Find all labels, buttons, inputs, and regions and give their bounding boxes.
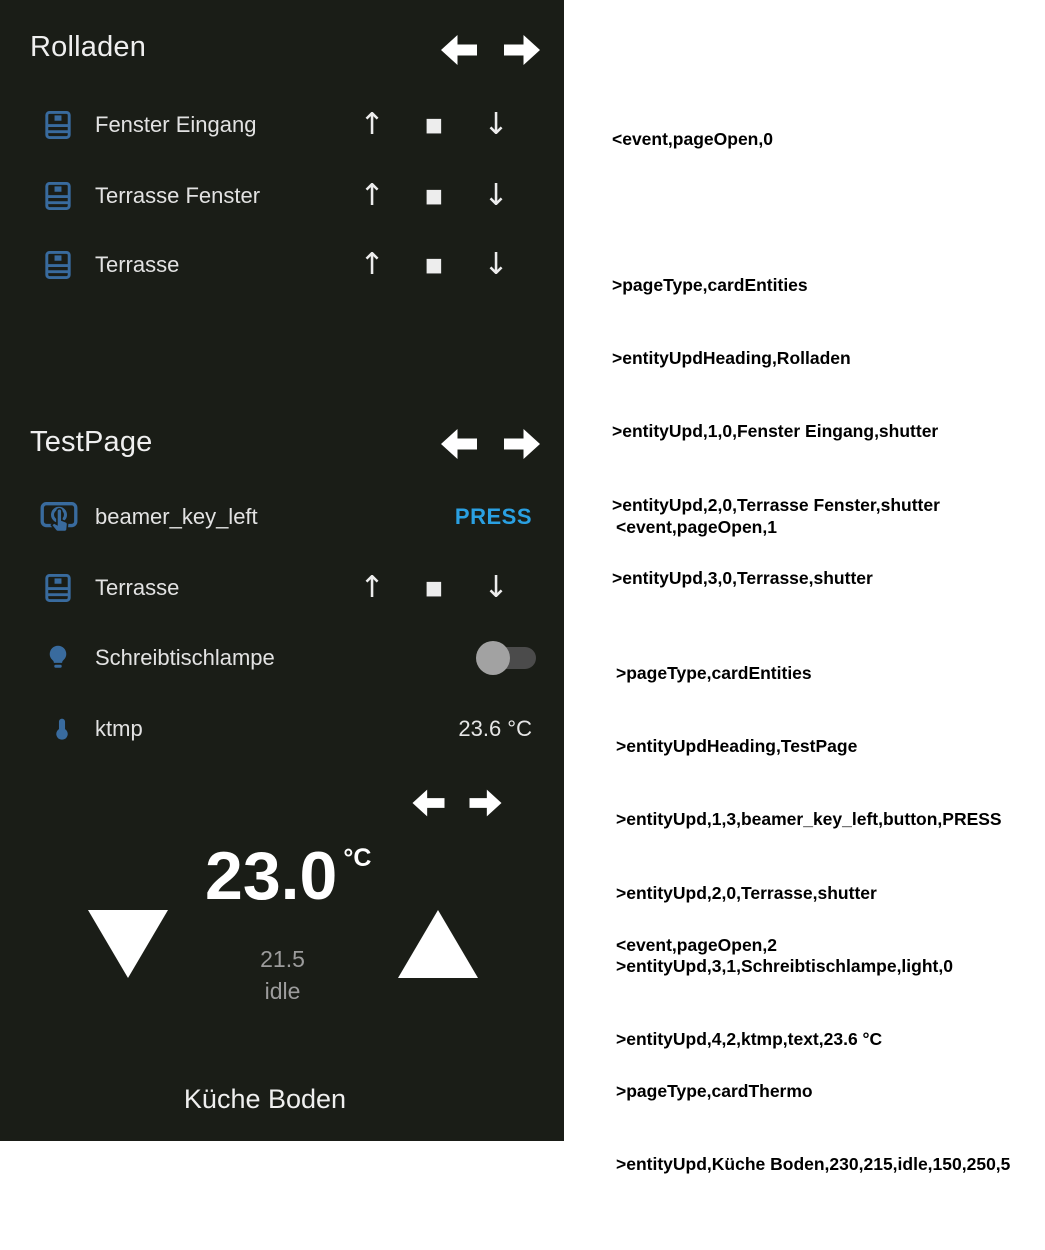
page-title: TestPage	[30, 426, 153, 458]
lightbulb-icon	[42, 642, 74, 674]
shutter-icon	[42, 180, 74, 212]
protocol-line: >pageType,cardEntities	[616, 662, 812, 683]
shutter-up-button[interactable]: ↑	[350, 243, 394, 287]
entity-row	[0, 243, 564, 287]
protocol-line: >entityUpd,3,1,Schreibtischlampe,light,0	[616, 955, 953, 976]
shutter-down-button[interactable]: ↓	[474, 243, 518, 287]
gesture-tap-icon	[38, 498, 80, 536]
nav-next-button[interactable]	[504, 426, 540, 462]
entity-label: Fenster Eingang	[95, 112, 257, 137]
shutter-icon	[42, 572, 74, 604]
shutter-stop-button[interactable]: ■	[412, 103, 456, 147]
nav-prev-button[interactable]	[441, 32, 477, 68]
protocol-event-line: <event,pageOpen,2	[616, 934, 777, 955]
shutter-up-button[interactable]: ↑	[350, 174, 394, 218]
current-temperature	[205, 838, 372, 914]
shutter-icon	[42, 249, 74, 281]
nav-next-button[interactable]	[504, 32, 540, 68]
entity-row	[0, 174, 564, 218]
entity-label: ktmp	[95, 716, 143, 741]
light-toggle[interactable]	[478, 647, 536, 669]
shutter-icon	[42, 109, 74, 141]
entity-label: Terrasse	[95, 575, 180, 600]
shutter-up-button[interactable]: ↑	[350, 103, 394, 147]
press-button[interactable]: PRESS	[454, 504, 532, 529]
protocol-line: >pageType,cardEntities	[612, 274, 808, 295]
nspanel-display	[0, 0, 564, 1141]
nav-next-button[interactable]	[469, 787, 502, 819]
nav-prev-button[interactable]	[441, 426, 477, 462]
temperature-unit: °C	[343, 844, 372, 872]
entity-row	[0, 103, 564, 147]
sensor-value: 23.6 °C	[458, 716, 532, 741]
protocol-line: >entityUpd,1,3,beamer_key_left,button,PRESS	[616, 809, 1002, 830]
protocol-event-line: <event,pageOpen,0	[612, 128, 773, 149]
shutter-stop-button[interactable]: ■	[412, 174, 456, 218]
protocol-line: >entityUpdHeading,Rolladen	[612, 348, 851, 369]
protocol-line: >entityUpd,2,0,Terrasse,shutter	[616, 882, 877, 903]
current-temperature-value: 23.0	[205, 838, 338, 914]
hvac-state: idle	[264, 978, 301, 1004]
protocol-line: >entityUpd,2,0,Terrasse Fenster,shutter	[612, 494, 940, 515]
protocol-line: >entityUpd,3,0,Terrasse,shutter	[612, 567, 873, 588]
shutter-down-button[interactable]: ↓	[474, 103, 518, 147]
entity-label: Terrasse	[95, 252, 180, 277]
page-title: Rolladen	[30, 31, 147, 63]
entity-row	[0, 636, 564, 680]
protocol-line: >pageType,cardThermo	[616, 1080, 813, 1101]
target-temperature: 21.5	[260, 946, 305, 972]
entity-row	[0, 707, 564, 751]
shutter-down-button[interactable]: ↓	[474, 174, 518, 218]
entity-row	[0, 495, 564, 539]
shutter-stop-button[interactable]: ■	[412, 566, 456, 610]
shutter-stop-button[interactable]: ■	[412, 243, 456, 287]
protocol-block-page2	[616, 884, 1010, 1250]
protocol-line: >entityUpd,1,0,Fenster Eingang,shutter	[612, 421, 939, 442]
entity-label: Schreibtischlampe	[95, 645, 275, 670]
nav-prev-button[interactable]	[412, 787, 445, 819]
protocol-line: >entityUpdHeading,TestPage	[616, 736, 858, 757]
entity-label: Terrasse Fenster	[95, 183, 261, 208]
entity-row	[0, 566, 564, 610]
protocol-line: >entityUpd,Küche Boden,230,215,idle,150,250,5	[616, 1154, 1011, 1175]
thermometer-icon	[48, 713, 76, 745]
shutter-up-button[interactable]: ↑	[350, 566, 394, 610]
protocol-event-line: <event,pageOpen,1	[616, 516, 777, 537]
shutter-down-button[interactable]: ↓	[474, 566, 518, 610]
entity-label: beamer_key_left	[95, 504, 258, 529]
protocol-line: >entityUpd,4,2,ktmp,text,23.6 °C	[616, 1028, 883, 1049]
temp-up-button[interactable]	[398, 910, 478, 978]
thermostat-title: Küche Boden	[183, 1084, 347, 1114]
toggle-knob	[476, 641, 510, 675]
temp-down-button[interactable]	[88, 910, 168, 978]
